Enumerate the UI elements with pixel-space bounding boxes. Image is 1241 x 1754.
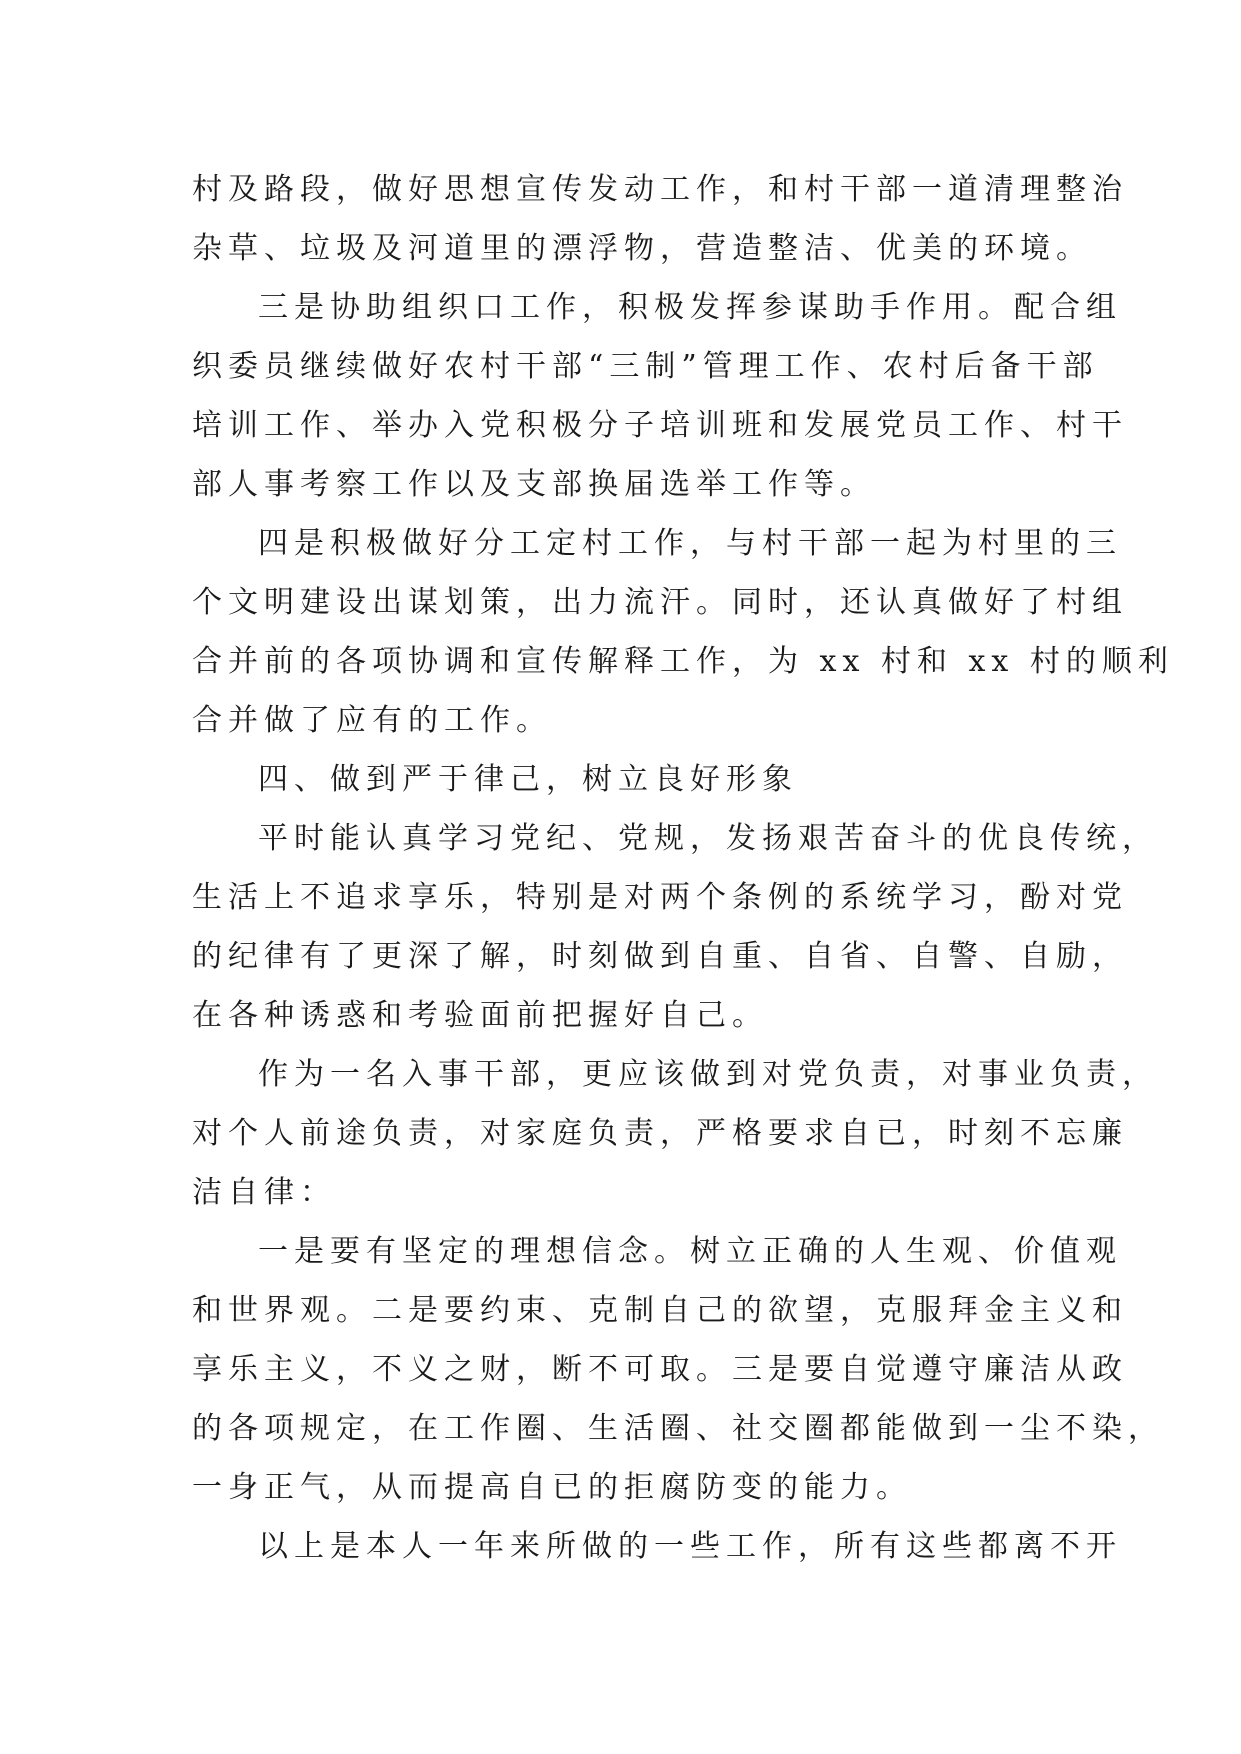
text-line: 部人事考察工作以及支部换届选举工作等。 [192, 467, 876, 502]
text-line: 作为一名入事干部，更应该做到对党负责，对事业负责， [258, 1057, 1158, 1092]
text-line: 生活上不追求享乐，特别是对两个条例的系统学习，酚对党 [192, 880, 1128, 915]
text-line: 四、做到严于律己，树立良好形象 [258, 762, 798, 797]
text-line: 培训工作、举办入党积极分子培训班和发展党员工作、村干 [192, 408, 1128, 443]
text-line: 织委员继续做好农村干部“三制”管理工作、农村后备干部 [192, 349, 1099, 384]
text-line: 的纪律有了更深了解，时刻做到自重、自省、自警、自励， [192, 939, 1128, 974]
text-line: 洁自律： [192, 1175, 336, 1210]
text-line: 三是协助组织口工作，积极发挥参谋助手作用。配合组 [258, 290, 1122, 325]
document-body [192, 160, 1174, 1576]
text-line: 和世界观。二是要约束、克制自己的欲望，克服拜金主义和 [192, 1293, 1128, 1328]
text-line: 杂草、垃圾及河道里的漂浮物，营造整洁、优美的环境。 [192, 231, 1092, 266]
text-line: 的各项规定，在工作圈、生活圈、社交圈都能做到一尘不染， [192, 1411, 1164, 1446]
text-line: 以上是本人一年来所做的一些工作，所有这些都离不开 [258, 1529, 1122, 1564]
text-line: 一是要有坚定的理想信念。树立正确的人生观、价值观 [258, 1234, 1122, 1269]
text-line: 对个人前途负责，对家庭负责，严格要求自已，时刻不忘廉 [192, 1116, 1128, 1151]
text-line: 享乐主义，不义之财，断不可取。三是要自觉遵守廉洁从政 [192, 1352, 1128, 1387]
text-line: 村及路段，做好思想宣传发动工作，和村干部一道清理整治 [192, 172, 1128, 207]
text-line: 平时能认真学习党纪、党规，发扬艰苦奋斗的优良传统， [258, 821, 1158, 856]
text-line: 一身正气，从而提高自已的拒腐防变的能力。 [192, 1470, 912, 1505]
text-line: 合并前的各项协调和宣传解释工作，为 xx 村和 xx 村的顺利 [192, 644, 1174, 679]
text-line: 个文明建设出谋划策，出力流汗。同时，还认真做好了村组 [192, 585, 1128, 620]
text-line: 四是积极做好分工定村工作，与村干部一起为村里的三 [258, 526, 1122, 561]
text-line: 在各种诱惑和考验面前把握好自己。 [192, 998, 768, 1033]
text-line: 合并做了应有的工作。 [192, 703, 552, 738]
